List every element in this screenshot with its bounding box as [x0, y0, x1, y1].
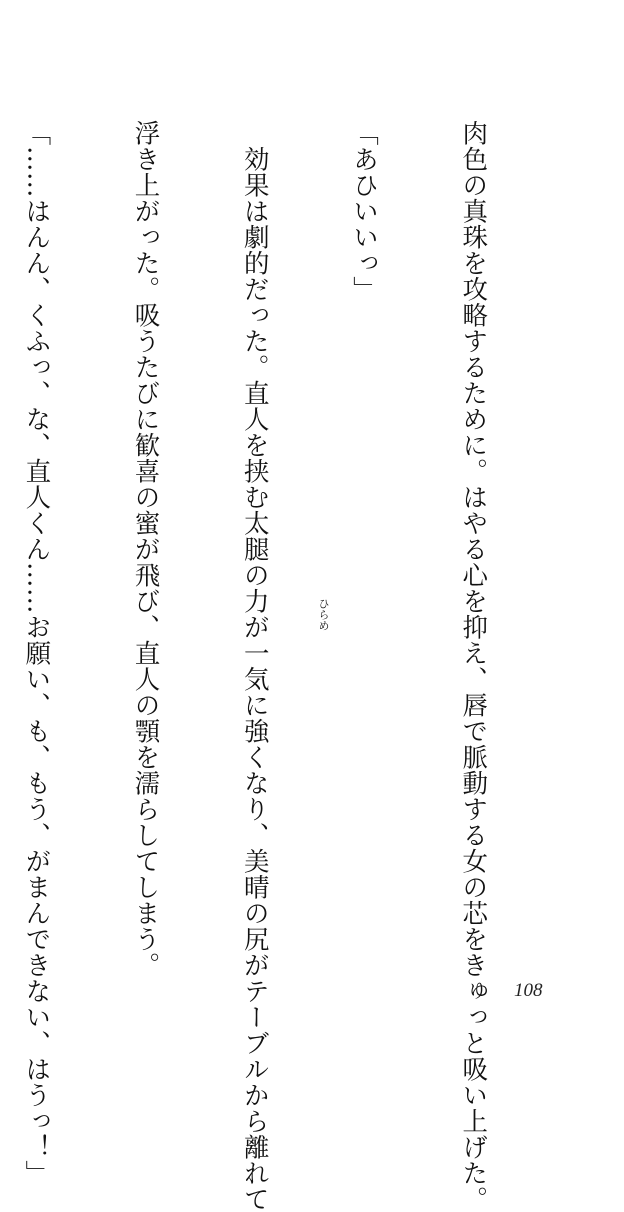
text-line: 肉色の真珠を攻略するために。はやる心を抑え、唇で脈動する女の芯をきゅっと吸い上げた。	[458, 120, 489, 1212]
page-number: 108	[514, 980, 543, 1001]
text-line: 浮き上がった。吸うたびに歓喜の蜜が飛び、直人の顎を濡らしてしまう。	[130, 120, 161, 978]
furigana-annotation: ひらめ	[317, 598, 330, 631]
text-line: 効果は劇的だった。直人を挟む太腿の力が一気に強くなり、美晴の尻がテーブルから離れて	[239, 120, 270, 1212]
text-line: 「……はんん、くふっ、な、直人くん……お願い、も、もう、がまんできない、はうっ！」	[21, 120, 52, 1186]
text-line: 「あひいいっ」	[348, 120, 379, 302]
